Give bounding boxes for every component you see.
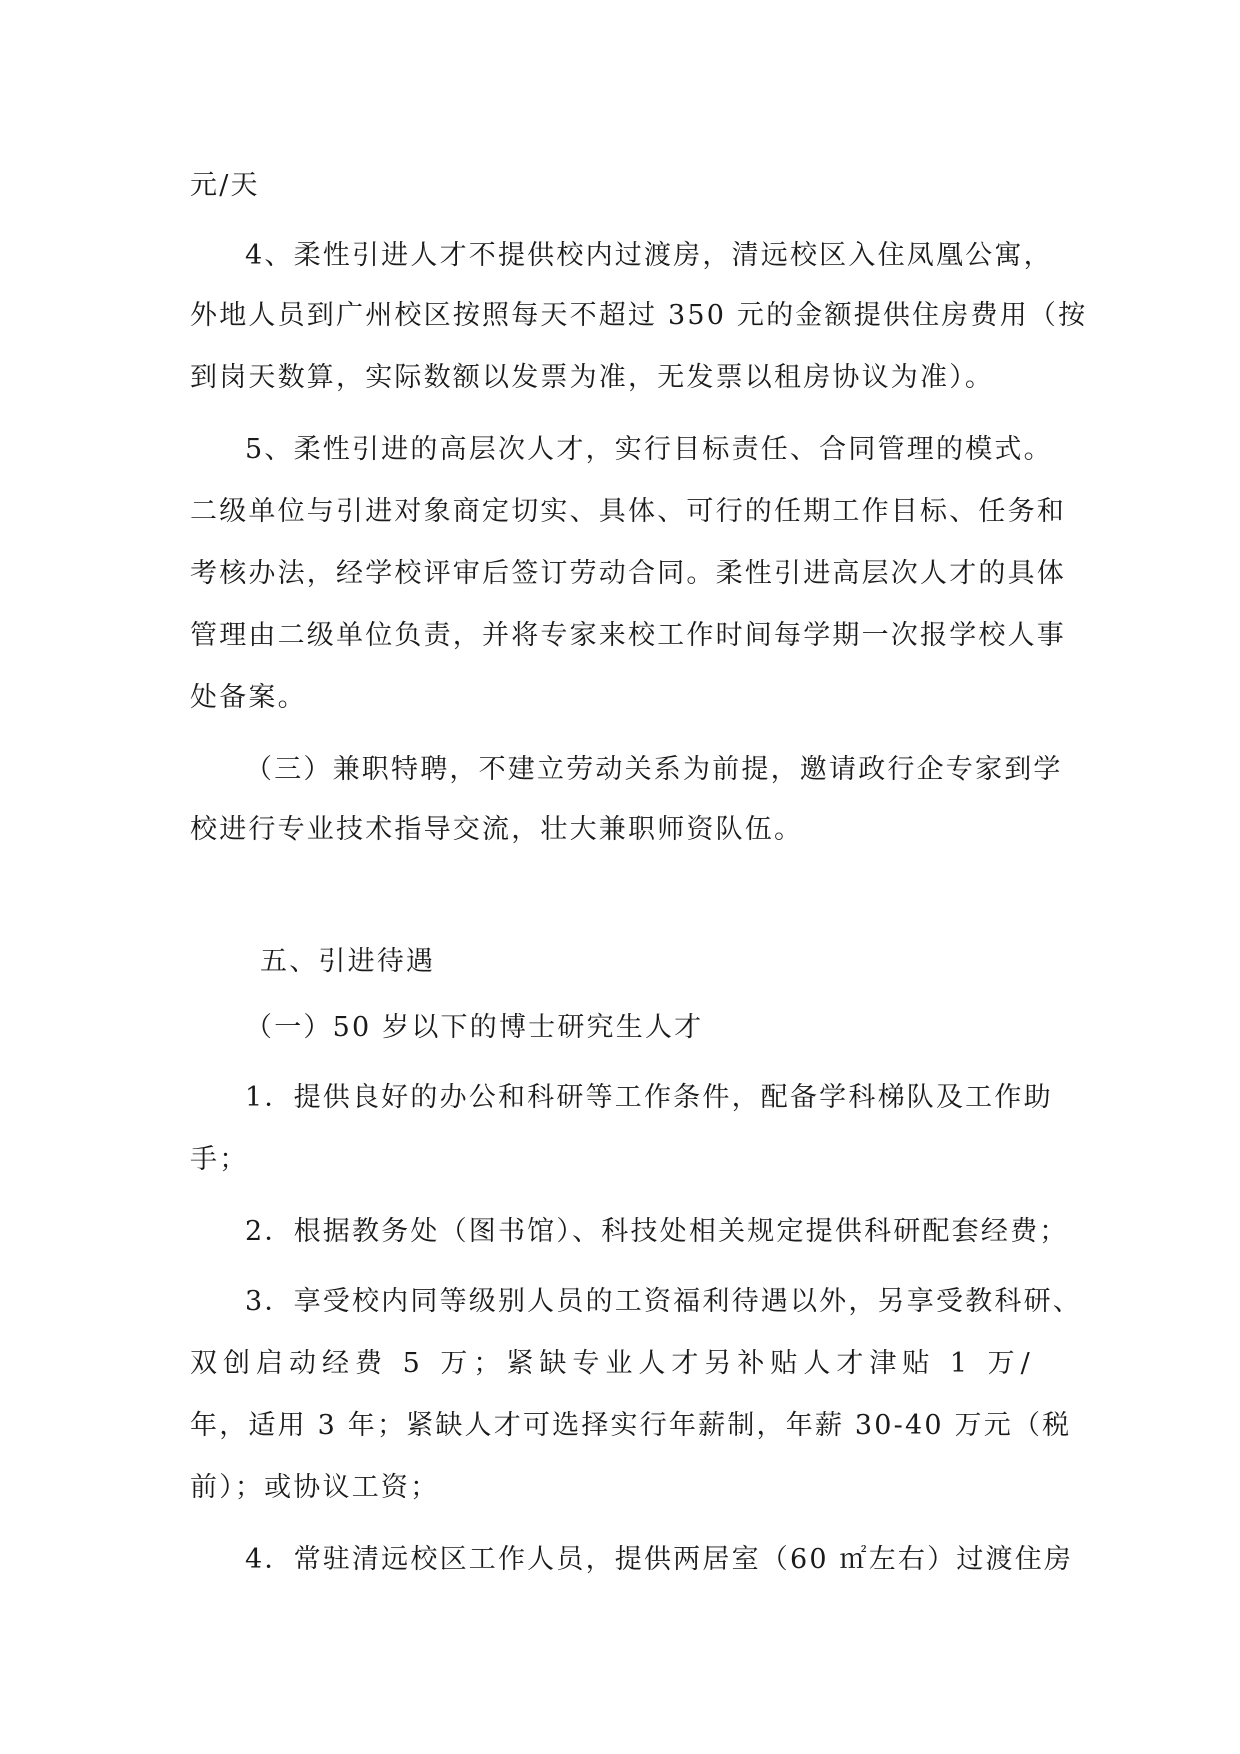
subsection-heading: （一）50 岁以下的博士研究生人才 xyxy=(245,1012,704,1043)
text-line: 考核办法，经学校评审后签订劳动合同。柔性引进高层次人才的具体 xyxy=(190,558,1066,589)
text-line: 管理由二级单位负责，并将专家来校工作时间每学期一次报学校人事 xyxy=(190,620,1066,651)
text-line: 二级单位与引进对象商定切实、具体、可行的任期工作目标、任务和 xyxy=(190,496,1066,527)
text-line: 到岗天数算，实际数额以发票为准，无发票以租房协议为准）。 xyxy=(190,362,995,393)
section-heading: 五、引进待遇 xyxy=(260,946,436,977)
text-line: 4．常驻清远校区工作人员，提供两居室（60 ㎡左右）过渡住房 xyxy=(245,1544,1074,1575)
text-line: 5、柔性引进的高层次人才，实行目标责任、合同管理的模式。 xyxy=(245,434,1053,465)
text-line: 年，适用 3 年；紧缺人才可选择实行年薪制，年薪 30-40 万元（税 xyxy=(190,1410,1072,1441)
text-line: 外地人员到广州校区按照每天不超过 350 元的金额提供住房费用（按 xyxy=(190,300,1088,331)
text-line: 元/天 xyxy=(190,170,260,201)
text-line: 处备案。 xyxy=(190,682,307,713)
text-line: 2．根据教务处（图书馆）、科技处相关规定提供科研配套经费； xyxy=(245,1216,1069,1247)
text-line: 校进行专业技术指导交流，壮大兼职师资队伍。 xyxy=(190,814,804,845)
text-line: 1．提供良好的办公和科研等工作条件，配备学科梯队及工作助 xyxy=(245,1082,1053,1113)
text-line: 前）；或协议工资； xyxy=(190,1472,440,1503)
text-line: 双创启动经费 5 万；紧缺专业人才另补贴人才津贴 1 万/ xyxy=(190,1348,1036,1379)
text-line: （三）兼职特聘，不建立劳动关系为前提，邀请政行企专家到学 xyxy=(245,754,1063,785)
text-line: 手； xyxy=(190,1144,249,1175)
text-line: 3．享受校内同等级别人员的工资福利待遇以外，另享受教科研、 xyxy=(245,1286,1082,1317)
text-line: 4、柔性引进人才不提供校内过渡房，清远校区入住凤凰公寓， xyxy=(245,240,1053,271)
